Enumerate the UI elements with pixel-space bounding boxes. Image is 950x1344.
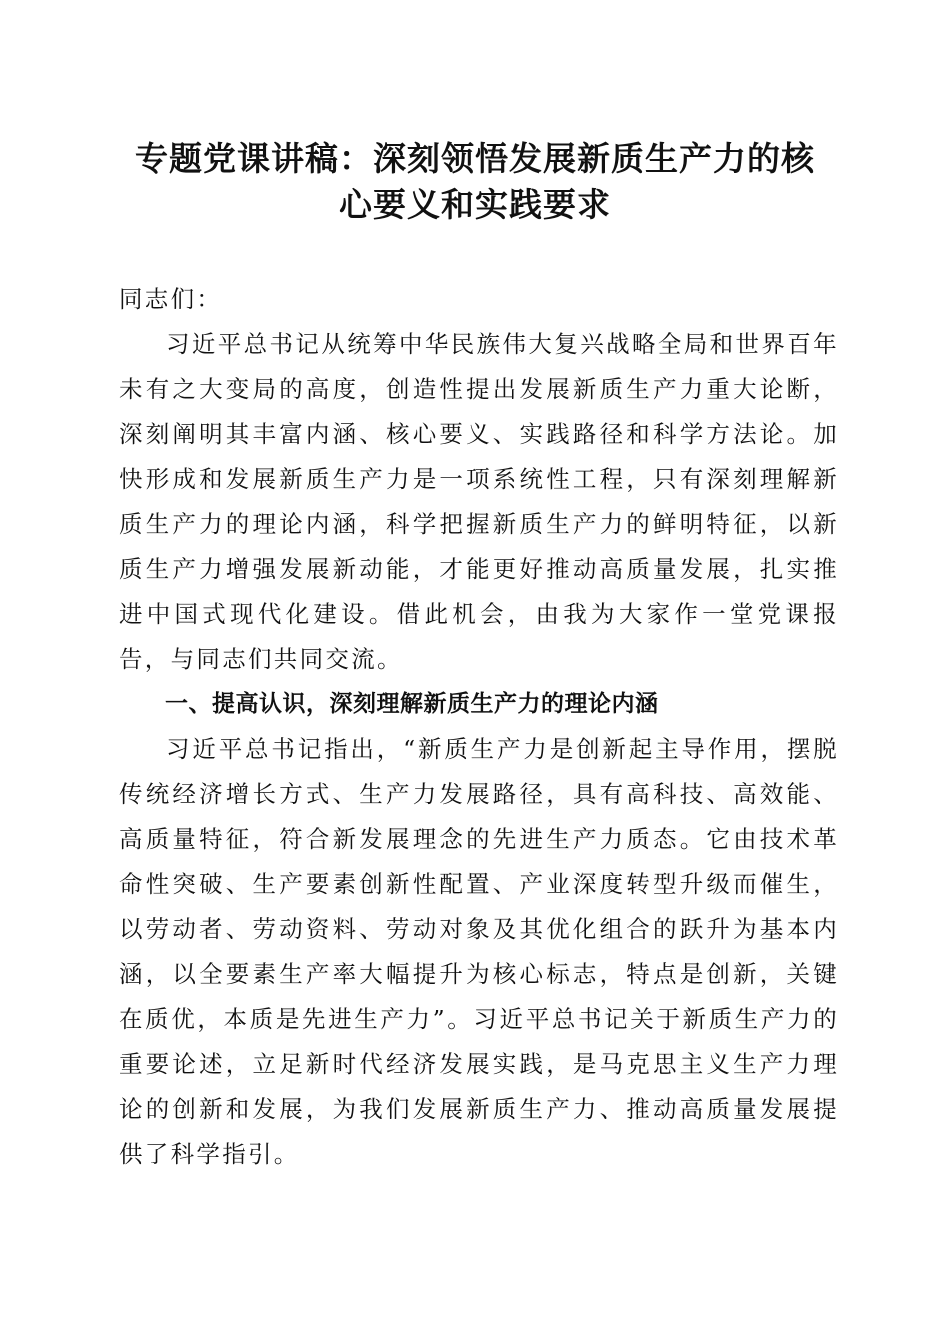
document-title <box>100 136 850 228</box>
title-line-1: 专题党课讲稿：深刻领悟发展新质生产力的核 <box>135 139 815 178</box>
document-body <box>119 277 839 1177</box>
salutation: 同志们： <box>119 285 223 313</box>
title-line-2: 心要义和实践要求 <box>339 185 611 224</box>
intro-paragraph: 习近平总书记从统筹中华民族伟大复兴战略全局和世界百年未有之大变局的高度，创造性提出发展新质生产力重大论断，深刻阐明其丰富内涵、核心要义、实践路径和科学方法论。加快形成和发展新质生产力是一项系统性工程，只有深刻理解新质生产力的理论内涵，科学把握新质生产力的鲜明特征，以新质生产力增强发展新动能，才能更好推动高质量发展，扎实推进中国式现代化建设。借此机会，由我为大家作一堂党课报告，与同志们共同交流。 <box>119 330 839 673</box>
section-heading-1: 一、提高认识，深刻理解新质生产力的理论内涵 <box>165 691 659 717</box>
section-1-paragraph: 习近平总书记指出，“新质生产力是创新起主导作用，摆脱传统经济增长方式、生产力发展路径，具有高科技、高效能、高质量特征，符合新发展理念的先进生产力质态。它由技术革命性突破、生产要素创新性配置、产业深度转型升级而催生，以劳动者、劳动资料、劳动对象及其优化组合的跃升为基本内涵，以全要素生产率大幅提升为核心标志，特点是创新，关键在质优，本质是先进生产力”。习近平总书记关于新质生产力的重要论述，立足新时代经济发展实践，是马克思主义生产力理论的创新和发展，为我们发展新质生产力、推动高质量发展提供了科学指引。 <box>119 735 839 1168</box>
